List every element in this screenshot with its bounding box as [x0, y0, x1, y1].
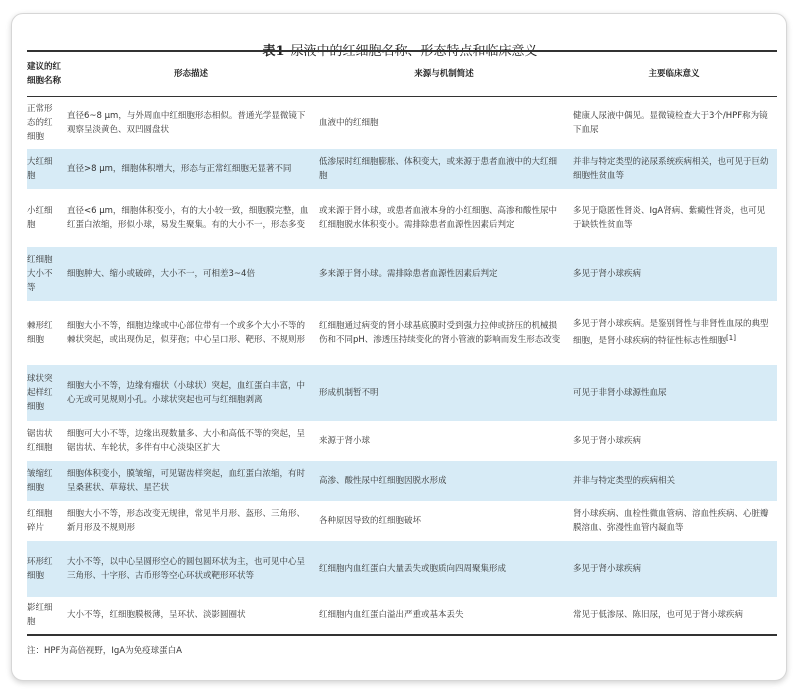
table-row: [27, 247, 777, 301]
cell-source: 红细胞内血红蛋白大量丢失或胞质向四周聚集形成: [319, 563, 507, 574]
cell-description: 直径<6 μm，细胞体积变小，有的大小较一致，细胞膜完整，血红蛋白浓缩，形似小球，易发生聚集。有的大小不一，形态多变: [67, 205, 309, 230]
cell-clinical: [571, 541, 777, 597]
cell-description: 细胞体积变小，膜皱缩，可见锯齿样突起，血红蛋白浓缩，有时呈桑葚状、草莓状、星芒状: [67, 468, 306, 493]
cell-name: 影红细胞: [27, 603, 53, 627]
cell-clinical: [571, 97, 777, 149]
cell-clinical: [571, 301, 777, 365]
clinical-text: 并非与特定类型的泌尿系统疾病相关，也可见于巨幼细胞性贫血等: [573, 156, 769, 181]
cell-clinical: [571, 149, 777, 189]
cell-name: 红细胞大小不等: [27, 254, 53, 293]
clinical-text: 多见于肾小球疾病: [573, 435, 642, 446]
table-header-row: [27, 51, 777, 97]
clinical-text: 多见于隐匿性肾炎、IgA肾病、紫癜性肾炎，也可见于缺铁性贫血等: [573, 205, 766, 230]
cell-description: 细胞可大小不等，边缘出现数量多、大小和高低不等的突起，呈锯齿状、车轮状，多伴有中心淡染区扩大: [67, 428, 306, 453]
clinical-text: 常见于低渗尿、陈旧尿，也可见于肾小球疾病: [573, 610, 744, 620]
header-clinical: 主要临床意义: [648, 69, 700, 79]
clinical-text: 并非与特定类型的疾病相关: [573, 475, 676, 486]
cell-source: 各种原因导致的红细胞破坏: [319, 515, 422, 526]
cell-name: 小红细胞: [27, 205, 53, 230]
cell-description: 细胞大小不等，细胞边缘或中心部位带有一个或多个大小不等的棘状突起，或出现伪足，似芽孢；中心呈口形、靶形、不规则形: [67, 320, 306, 345]
table-label: 表1: [262, 44, 285, 59]
cell-name: 锯齿状红细胞: [27, 428, 53, 453]
cell-source: 来源于肾小球: [319, 435, 371, 446]
cell-description: 细胞大小不等，形态改变无规律，常见半月形、盔形、三角形、新月形及不规则形: [67, 508, 306, 533]
cell-name: 正常形态的红细胞: [27, 103, 53, 142]
clinical-text: 多见于肾小球疾病。是鉴别肾性与非肾性血尿的典型细胞，是肾小球疾病的特征性标志性细胞: [573, 319, 769, 346]
clinical-text: 健康人尿液中偶见。显微镜检查大于3个/HPF称为镜下血尿: [573, 110, 768, 135]
cell-name: 红细胞碎片: [27, 508, 53, 533]
cell-clinical: [571, 247, 777, 301]
table-row: [27, 189, 777, 247]
cell-clinical: [571, 461, 777, 501]
cell-description: 直径6~8 μm，与外周血中红细胞形态相似。普通光学显微镜下观察呈淡黄色、双凹圆盘状: [67, 110, 306, 135]
cell-description: 细胞肿大、缩小或破碎，大小不一，可相差3~4倍: [67, 268, 255, 279]
table-row: [27, 97, 777, 149]
cell-source: 红细胞内血红蛋白溢出严重或基本丢失: [319, 610, 464, 620]
cell-clinical: [571, 501, 777, 541]
clinical-text: 可见于非肾小球源性血尿: [573, 387, 667, 398]
clinical-text: 多见于肾小球疾病: [573, 563, 642, 574]
table-row: [27, 501, 777, 541]
cell-source: 低渗尿时红细胞膨胀、体积变大，或来源于患者血液中的大红细胞: [319, 156, 558, 181]
citation: [1]: [726, 334, 736, 342]
cell-source: 多来源于肾小球。需排除患者血源性因素后判定: [319, 268, 498, 279]
cell-source: 高渗、酸性尿中红细胞因脱水形成: [319, 475, 447, 486]
cell-description: 直径>8 μm，细胞体积增大，形态与正常红细胞无显著不同: [67, 163, 292, 174]
table-row: [27, 461, 777, 501]
cell-clinical: [571, 597, 777, 635]
table-footnote: 注：HPF为高倍视野，IgA为免疫球蛋白A: [27, 646, 182, 656]
cell-source: 血液中的红细胞: [319, 117, 379, 128]
table-title-text: 尿液中的红细胞名称、形态特点和临床意义: [290, 44, 538, 59]
cell-name: 球状突起样红细胞: [27, 373, 53, 412]
table-row: [27, 597, 777, 635]
cell-source: 形成机制暂不明: [319, 387, 379, 398]
clinical-text: 肾小球疾病、血栓性微血管病、溶血性疾病、心脏瓣膜溶血、弥漫性血管内凝血等: [573, 508, 769, 533]
cell-clinical: [571, 189, 777, 247]
header-description: 形态描述: [173, 69, 208, 79]
cell-name: 棘形红细胞: [27, 320, 53, 345]
cell-name: 环形红细胞: [27, 556, 53, 581]
table-row: [27, 149, 777, 189]
table-row: [27, 421, 777, 461]
clinical-text: 多见于肾小球疾病: [573, 268, 642, 279]
cell-clinical: [571, 365, 777, 421]
cell-source: 红细胞通过病变的肾小球基底膜时受到强力拉伸或挤压的机械损伤和不同pH、渗透压持续变化的肾小管液的影响而发生形态改变: [319, 320, 561, 345]
cell-description: 大小不等，以中心呈圆形空心的圆包圆环状为主，也可见中心呈三角形、十字形、古币形等空心环状或靶形环状等: [67, 556, 306, 581]
header-name: 建议的红细胞名称: [27, 62, 62, 86]
cell-source: 或来源于肾小球，或患者血液本身的小红细胞、高渗和酸性尿中红细胞脱水体积变小。需排除患者血源性因素后判定: [319, 205, 558, 230]
cell-description: 大小不等，红细胞膜极薄，呈环状、淡影圆圈状: [67, 610, 246, 620]
cell-name: 皱缩红细胞: [27, 468, 53, 493]
rbc-table: [27, 50, 777, 636]
table-row: [27, 365, 777, 421]
table-row: [27, 301, 777, 365]
cell-description: 细胞大小不等，边缘有瘤状（小球状）突起，血红蛋白丰富，中心无或可见规则小孔。小球状突起也可与红细胞剥离: [67, 380, 306, 405]
cell-clinical: [571, 421, 777, 461]
header-source: 来源与机制简述: [414, 69, 474, 79]
table-row: [27, 541, 777, 597]
cell-name: 大红细胞: [27, 156, 53, 181]
